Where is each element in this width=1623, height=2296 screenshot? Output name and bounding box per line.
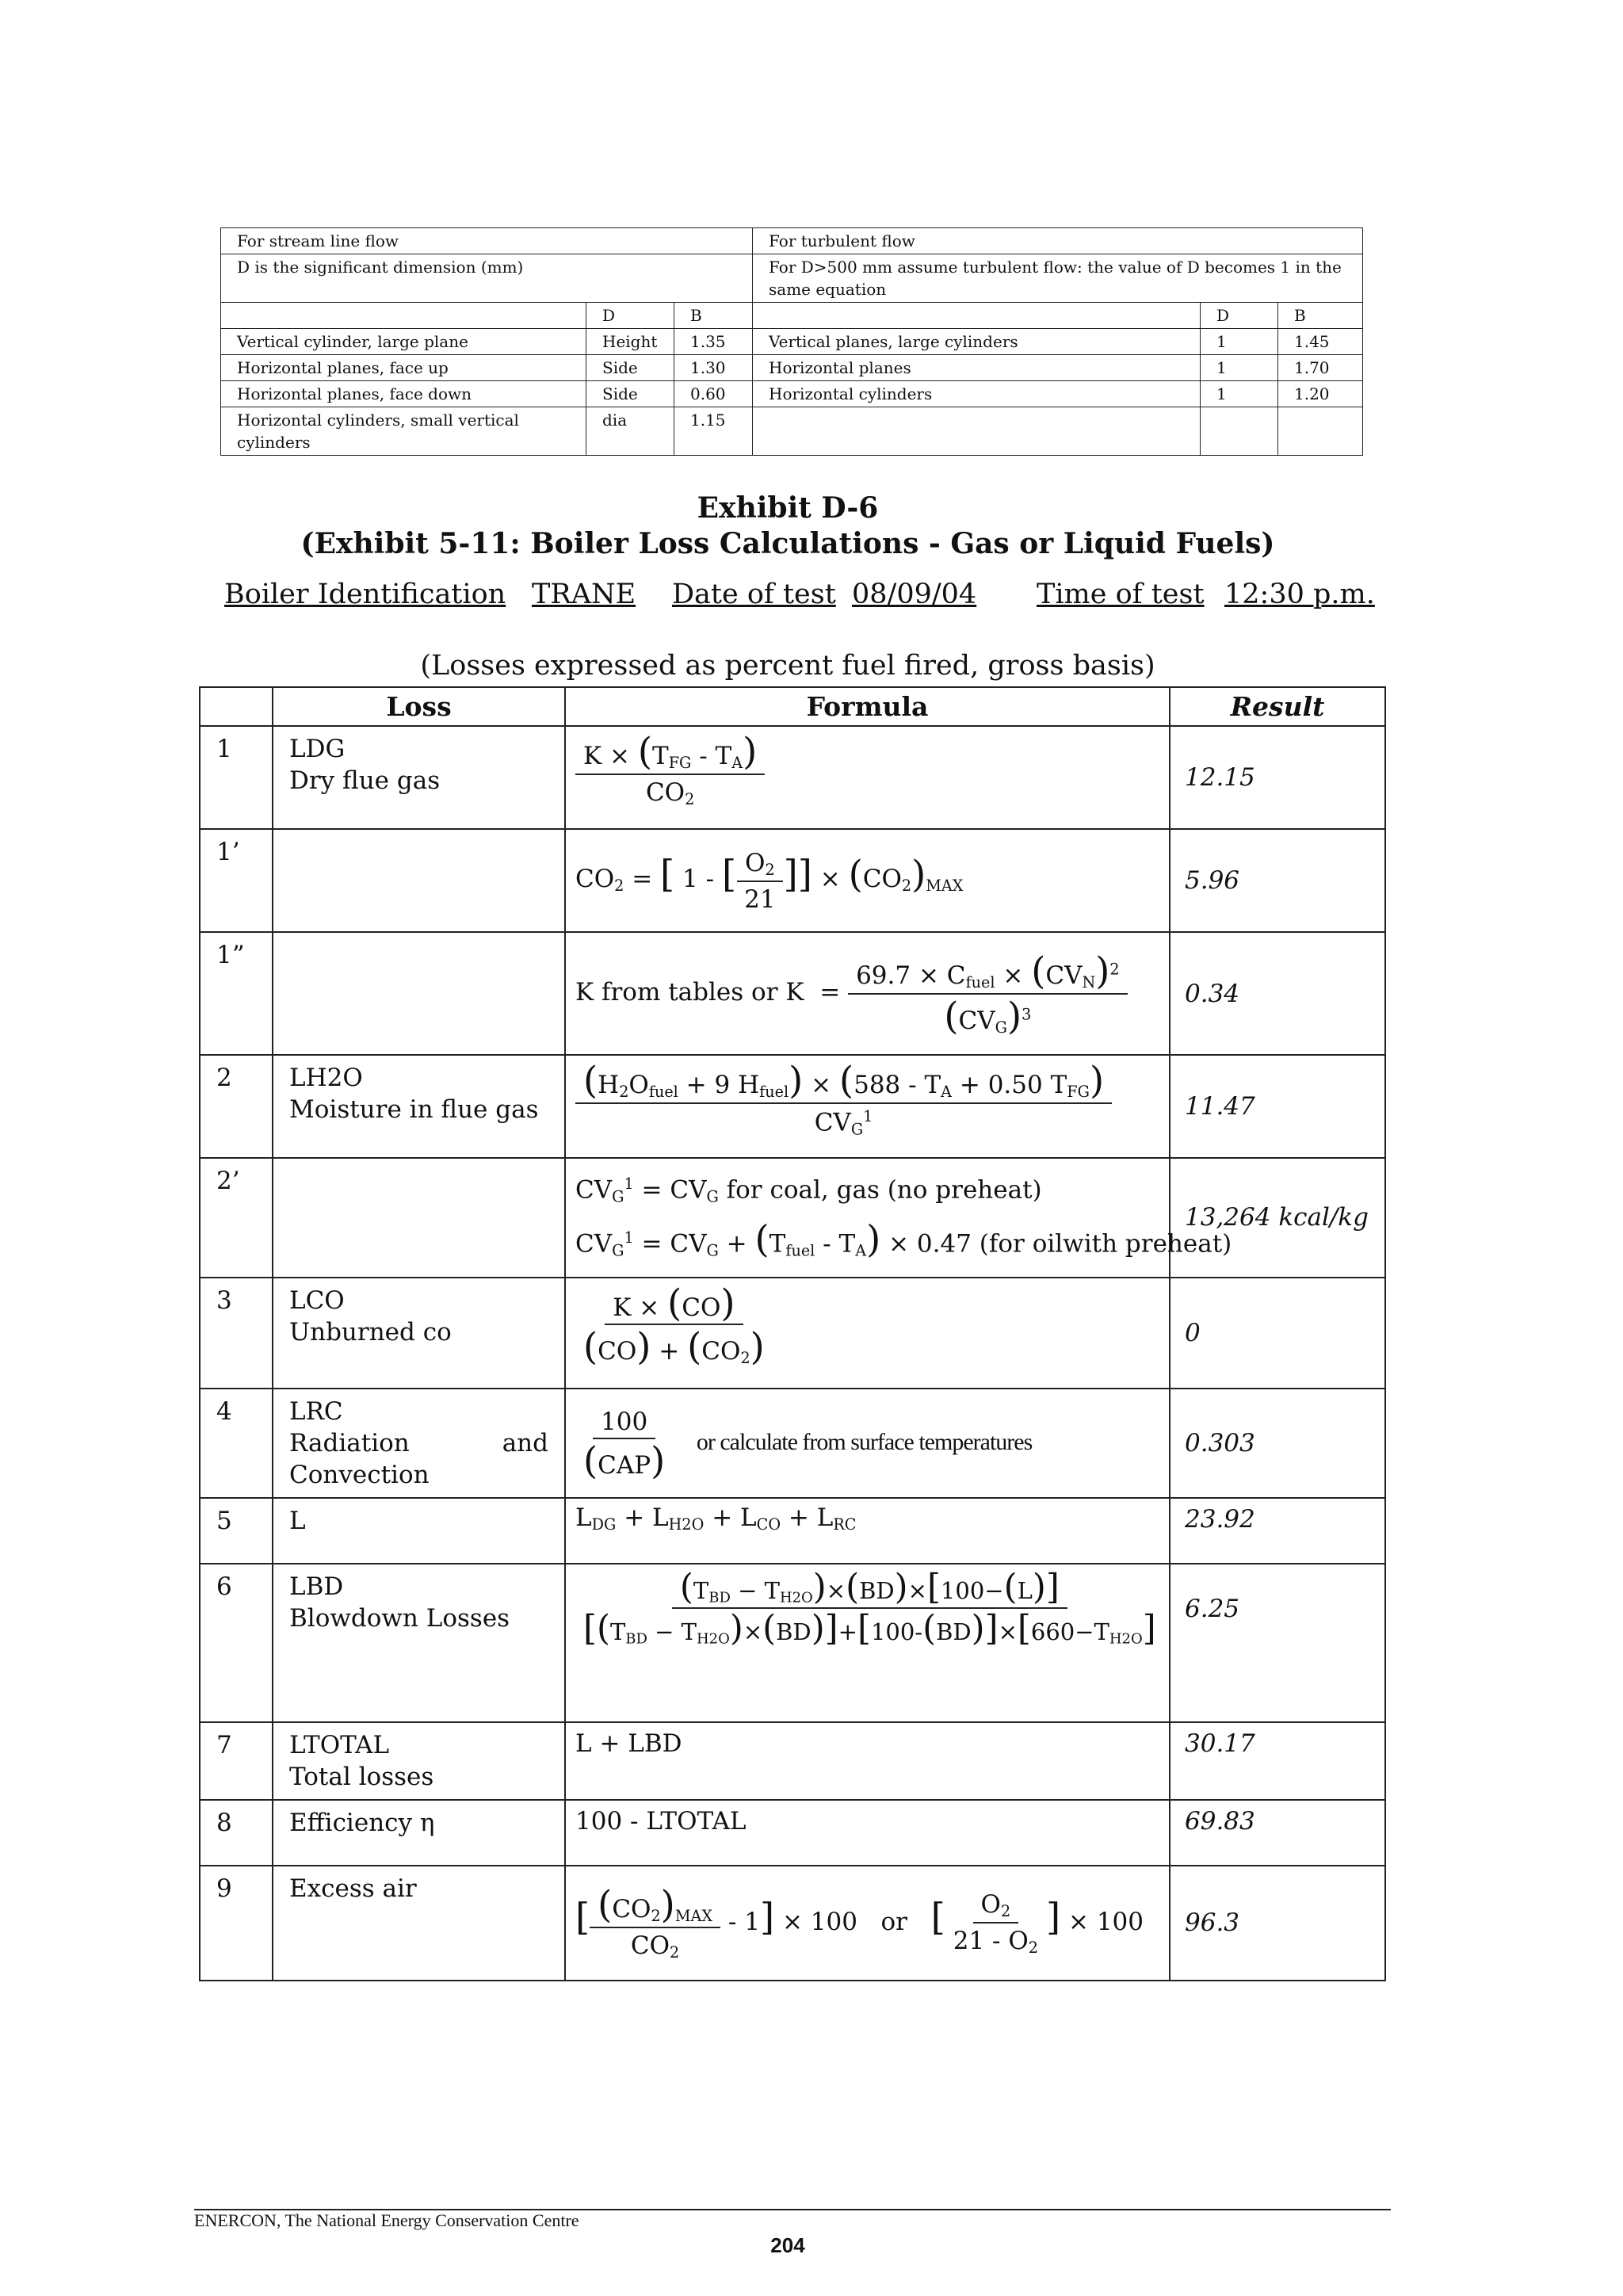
moisture-formula: $\frac{(H_2O_{fuel} + 9 H_{fuel}) \times (588 - T_A + 0.50 T_{FG})}{CV_G^1}$ xyxy=(575,1060,1112,1138)
loss-cell xyxy=(273,1498,565,1564)
table-row xyxy=(200,1389,1385,1498)
table-row xyxy=(221,303,1363,329)
blowdown-formula: $\frac{(T_{BD} - T_{H2O})\times(BD)\times[100-(L)]}{[(T_{BD} - T_{H2O})\times(BD)]+[100-(BD)]\times[660-T_{H2O}]}$ xyxy=(583,1567,1156,1649)
loss-cell xyxy=(273,1800,565,1866)
boiler-id-label: Boiler Identification xyxy=(224,579,506,610)
formula-cell: 100 - LTOTAL xyxy=(565,1800,1170,1866)
table-row xyxy=(200,1866,1385,1981)
table-cell: Side xyxy=(586,355,674,381)
loss-header: Loss xyxy=(273,687,565,726)
result-value: 69.83 xyxy=(1170,1800,1385,1866)
loss-symbol: LBD xyxy=(289,1572,344,1601)
formula-cell: L + LBD xyxy=(565,1722,1170,1800)
k-formula: K from tables or K = $\frac{69.7 \times C_{fuel} \times (CV_N)^2}{(CV_G)^3}$ xyxy=(575,978,1128,1007)
loss-cell xyxy=(273,726,565,829)
table-row xyxy=(221,407,1363,456)
table-cell: Vertical planes, large cylinders xyxy=(753,329,1201,355)
table-cell: Horizontal cylinders, small vertical cylinders xyxy=(221,407,586,456)
table-cell: 1.35 xyxy=(674,329,753,355)
table-row xyxy=(200,1800,1385,1866)
loss-name: Blowdown Losses xyxy=(289,1603,510,1633)
col-header-b: B xyxy=(674,303,753,329)
turbulent-note: For D>500 mm assume turbulent flow: the value of D becomes 1 in the same equation xyxy=(753,254,1363,303)
formula-cell xyxy=(565,1866,1170,1981)
table-row xyxy=(221,228,1363,254)
loss-symbol: LCO xyxy=(289,1286,345,1315)
turbulent-header: For turbulent flow xyxy=(753,228,1363,254)
streamline-header: For stream line flow xyxy=(221,228,753,254)
formula-cell xyxy=(565,932,1170,1055)
row-number: 6 xyxy=(200,1564,273,1722)
sum-formula: $L_{DG} + L_{H2O} + L_{CO} + L_{RC}$ xyxy=(575,1503,857,1534)
table-row xyxy=(200,1158,1385,1278)
table-cell: 1.15 xyxy=(674,407,753,456)
row-number: 2’ xyxy=(200,1158,273,1278)
cv-formula-preheat: $CV_G^1 = CV_G + (T_{fuel} - T_A) \times 0.47$ (for oilwith preheat) xyxy=(575,1217,1232,1261)
loss-name: Excess air xyxy=(289,1874,417,1903)
table-row xyxy=(221,355,1363,381)
loss-name: Moisture in flue gas xyxy=(289,1095,539,1124)
co2-formula: $CO_2$ = [ 1 - [ $\frac{O_2}{21}$ ]] × $(CO_2)_{MAX}$ xyxy=(575,849,964,914)
loss-name: Dry flue gas xyxy=(289,766,441,795)
page-number: 204 xyxy=(770,2233,805,2257)
table-row xyxy=(200,1722,1385,1800)
result-value: 0.34 xyxy=(1170,932,1385,1055)
table-cell xyxy=(200,687,273,726)
formula-cell xyxy=(565,829,1170,932)
row-number: 5 xyxy=(200,1498,273,1564)
time-value: 12:30 p.m. xyxy=(1224,579,1375,610)
result-value: 12.15 xyxy=(1170,726,1385,829)
formula-cell xyxy=(565,1498,1170,1564)
result-value: 6.25 xyxy=(1170,1564,1385,1722)
loss-symbol: LH2O xyxy=(289,1064,363,1092)
cv-formula-no-preheat: $CV_G^1 = CV_G$ for coal, gas (no preheat) xyxy=(575,1175,1042,1206)
row-number: 8 xyxy=(200,1800,273,1866)
table-cell: 1.45 xyxy=(1278,329,1363,355)
result-value: 23.92 xyxy=(1170,1498,1385,1564)
col-header-b: B xyxy=(1278,303,1363,329)
table-row xyxy=(200,829,1385,932)
loss-cell xyxy=(273,1278,565,1389)
table-cell: 1.70 xyxy=(1278,355,1363,381)
time-label: Time of test xyxy=(1037,579,1205,610)
row-number: 7 xyxy=(200,1722,273,1800)
table-row xyxy=(200,932,1385,1055)
formula-cell xyxy=(565,1389,1170,1498)
loss-cell xyxy=(273,1564,565,1722)
table-cell: Horizontal planes, face down xyxy=(221,381,586,407)
result-value: 13,264 kcal/kg xyxy=(1170,1158,1385,1278)
loss-symbol: LTOTAL xyxy=(289,1730,390,1759)
row-number: 1’ xyxy=(200,829,273,932)
loss-name: and xyxy=(502,1428,548,1457)
table-cell: 1 xyxy=(1201,329,1278,355)
table-cell: Height xyxy=(586,329,674,355)
boiler-id-value: TRANE xyxy=(532,579,636,610)
table-cell: 0.60 xyxy=(674,381,753,407)
table-cell xyxy=(753,407,1201,456)
exhibit-title: Exhibit D-6 xyxy=(697,491,879,525)
table-row xyxy=(200,726,1385,829)
loss-symbol: LRC xyxy=(289,1396,343,1426)
table-header-row xyxy=(200,687,1385,726)
loss-name: Unburned co xyxy=(289,1317,452,1347)
table-cell: 1 xyxy=(1201,381,1278,407)
result-value: 0 xyxy=(1170,1278,1385,1389)
table-cell xyxy=(1201,407,1278,456)
col-header-d: D xyxy=(1201,303,1278,329)
dry-flue-gas-formula: $\frac{K \times (T_{FG} - T_A)}{CO_2}$ xyxy=(575,732,765,808)
table-row xyxy=(200,1564,1385,1722)
loss-cell xyxy=(273,1158,565,1278)
table-cell: 1.30 xyxy=(674,355,753,381)
formula-cell xyxy=(565,1158,1232,1278)
table-row xyxy=(200,1278,1385,1389)
loss-name: Efficiency η xyxy=(289,1808,435,1837)
loss-cell xyxy=(273,932,565,1055)
table-cell: Horizontal planes xyxy=(753,355,1201,381)
streamline-note: D is the significant dimension (mm) xyxy=(221,254,753,303)
table-cell: 1.20 xyxy=(1278,381,1363,407)
row-number: 1” xyxy=(200,932,273,1055)
table-cell: Horizontal cylinders xyxy=(753,381,1201,407)
loss-cell xyxy=(273,1389,565,1498)
loss-name: Convection xyxy=(289,1460,430,1489)
row-number: 3 xyxy=(200,1278,273,1389)
col-header-d: D xyxy=(586,303,674,329)
table-row xyxy=(200,1498,1385,1564)
formula-cell xyxy=(565,1278,1170,1389)
loss-cell xyxy=(273,1866,565,1981)
row-number: 2 xyxy=(200,1055,273,1158)
table-cell: 1 xyxy=(1201,355,1278,381)
row-number: 1 xyxy=(200,726,273,829)
loss-name-line xyxy=(289,1427,548,1459)
radiation-formula: $\frac{100}{\text{(CAP)}}$ or calculate from surface temperatures xyxy=(583,1408,1033,1483)
result-value: 96.3 xyxy=(1170,1866,1385,1981)
table-cell xyxy=(753,303,1201,329)
loss-symbol: LDG xyxy=(289,735,346,763)
date-value: 08/09/04 xyxy=(852,579,977,610)
result-value: 11.47 xyxy=(1170,1055,1385,1158)
table-row xyxy=(221,254,1363,303)
table-row xyxy=(200,1055,1385,1158)
row-number: 9 xyxy=(200,1866,273,1981)
formula-cell xyxy=(565,1055,1170,1158)
loss-cell xyxy=(273,829,565,932)
table-cell: Side xyxy=(586,381,674,407)
exhibit-subtitle: (Exhibit 5-11: Boiler Loss Calculations - Gas or Liquid Fuels) xyxy=(300,527,1275,560)
result-header: Result xyxy=(1170,687,1385,726)
loss-name: Total losses xyxy=(289,1762,434,1791)
losses-note: (Losses expressed as percent fuel fired, gross basis) xyxy=(420,650,1155,682)
loss-cell xyxy=(273,1055,565,1158)
result-value: 30.17 xyxy=(1170,1722,1385,1800)
footer-organization: ENERCON, The National Energy Conservation Centre xyxy=(194,2210,579,2230)
loss-cell xyxy=(273,1722,565,1800)
loss-symbol: L xyxy=(289,1506,306,1535)
formula-cell xyxy=(565,726,1170,829)
boiler-loss-table xyxy=(199,686,1386,1981)
result-value: 0.303 xyxy=(1170,1389,1385,1498)
table-row xyxy=(221,329,1363,355)
table-cell: dia xyxy=(586,407,674,456)
formula-header: Formula xyxy=(565,687,1170,726)
table-cell: Vertical cylinder, large plane xyxy=(221,329,586,355)
table-cell xyxy=(1278,407,1363,456)
unburned-co-formula: $\frac{K \times (CO)}{(CO) + (CO_2)}$ xyxy=(583,1281,765,1368)
date-label: Date of test xyxy=(672,579,836,610)
formula-cell xyxy=(565,1564,1170,1722)
row-number: 4 xyxy=(200,1389,273,1498)
coefficient-table xyxy=(220,227,1363,456)
table-row xyxy=(221,381,1363,407)
excess-air-formula: [ $\frac{(CO_2)_{MAX}}{CO_2}$ - 1] × 100 or [ $\frac{O_2}{21 - O_2}$ ] × 100 xyxy=(575,1882,1144,1962)
result-value: 5.96 xyxy=(1170,829,1385,932)
table-cell xyxy=(221,303,586,329)
table-cell: Horizontal planes, face up xyxy=(221,355,586,381)
loss-name: Radiation xyxy=(289,1428,410,1457)
